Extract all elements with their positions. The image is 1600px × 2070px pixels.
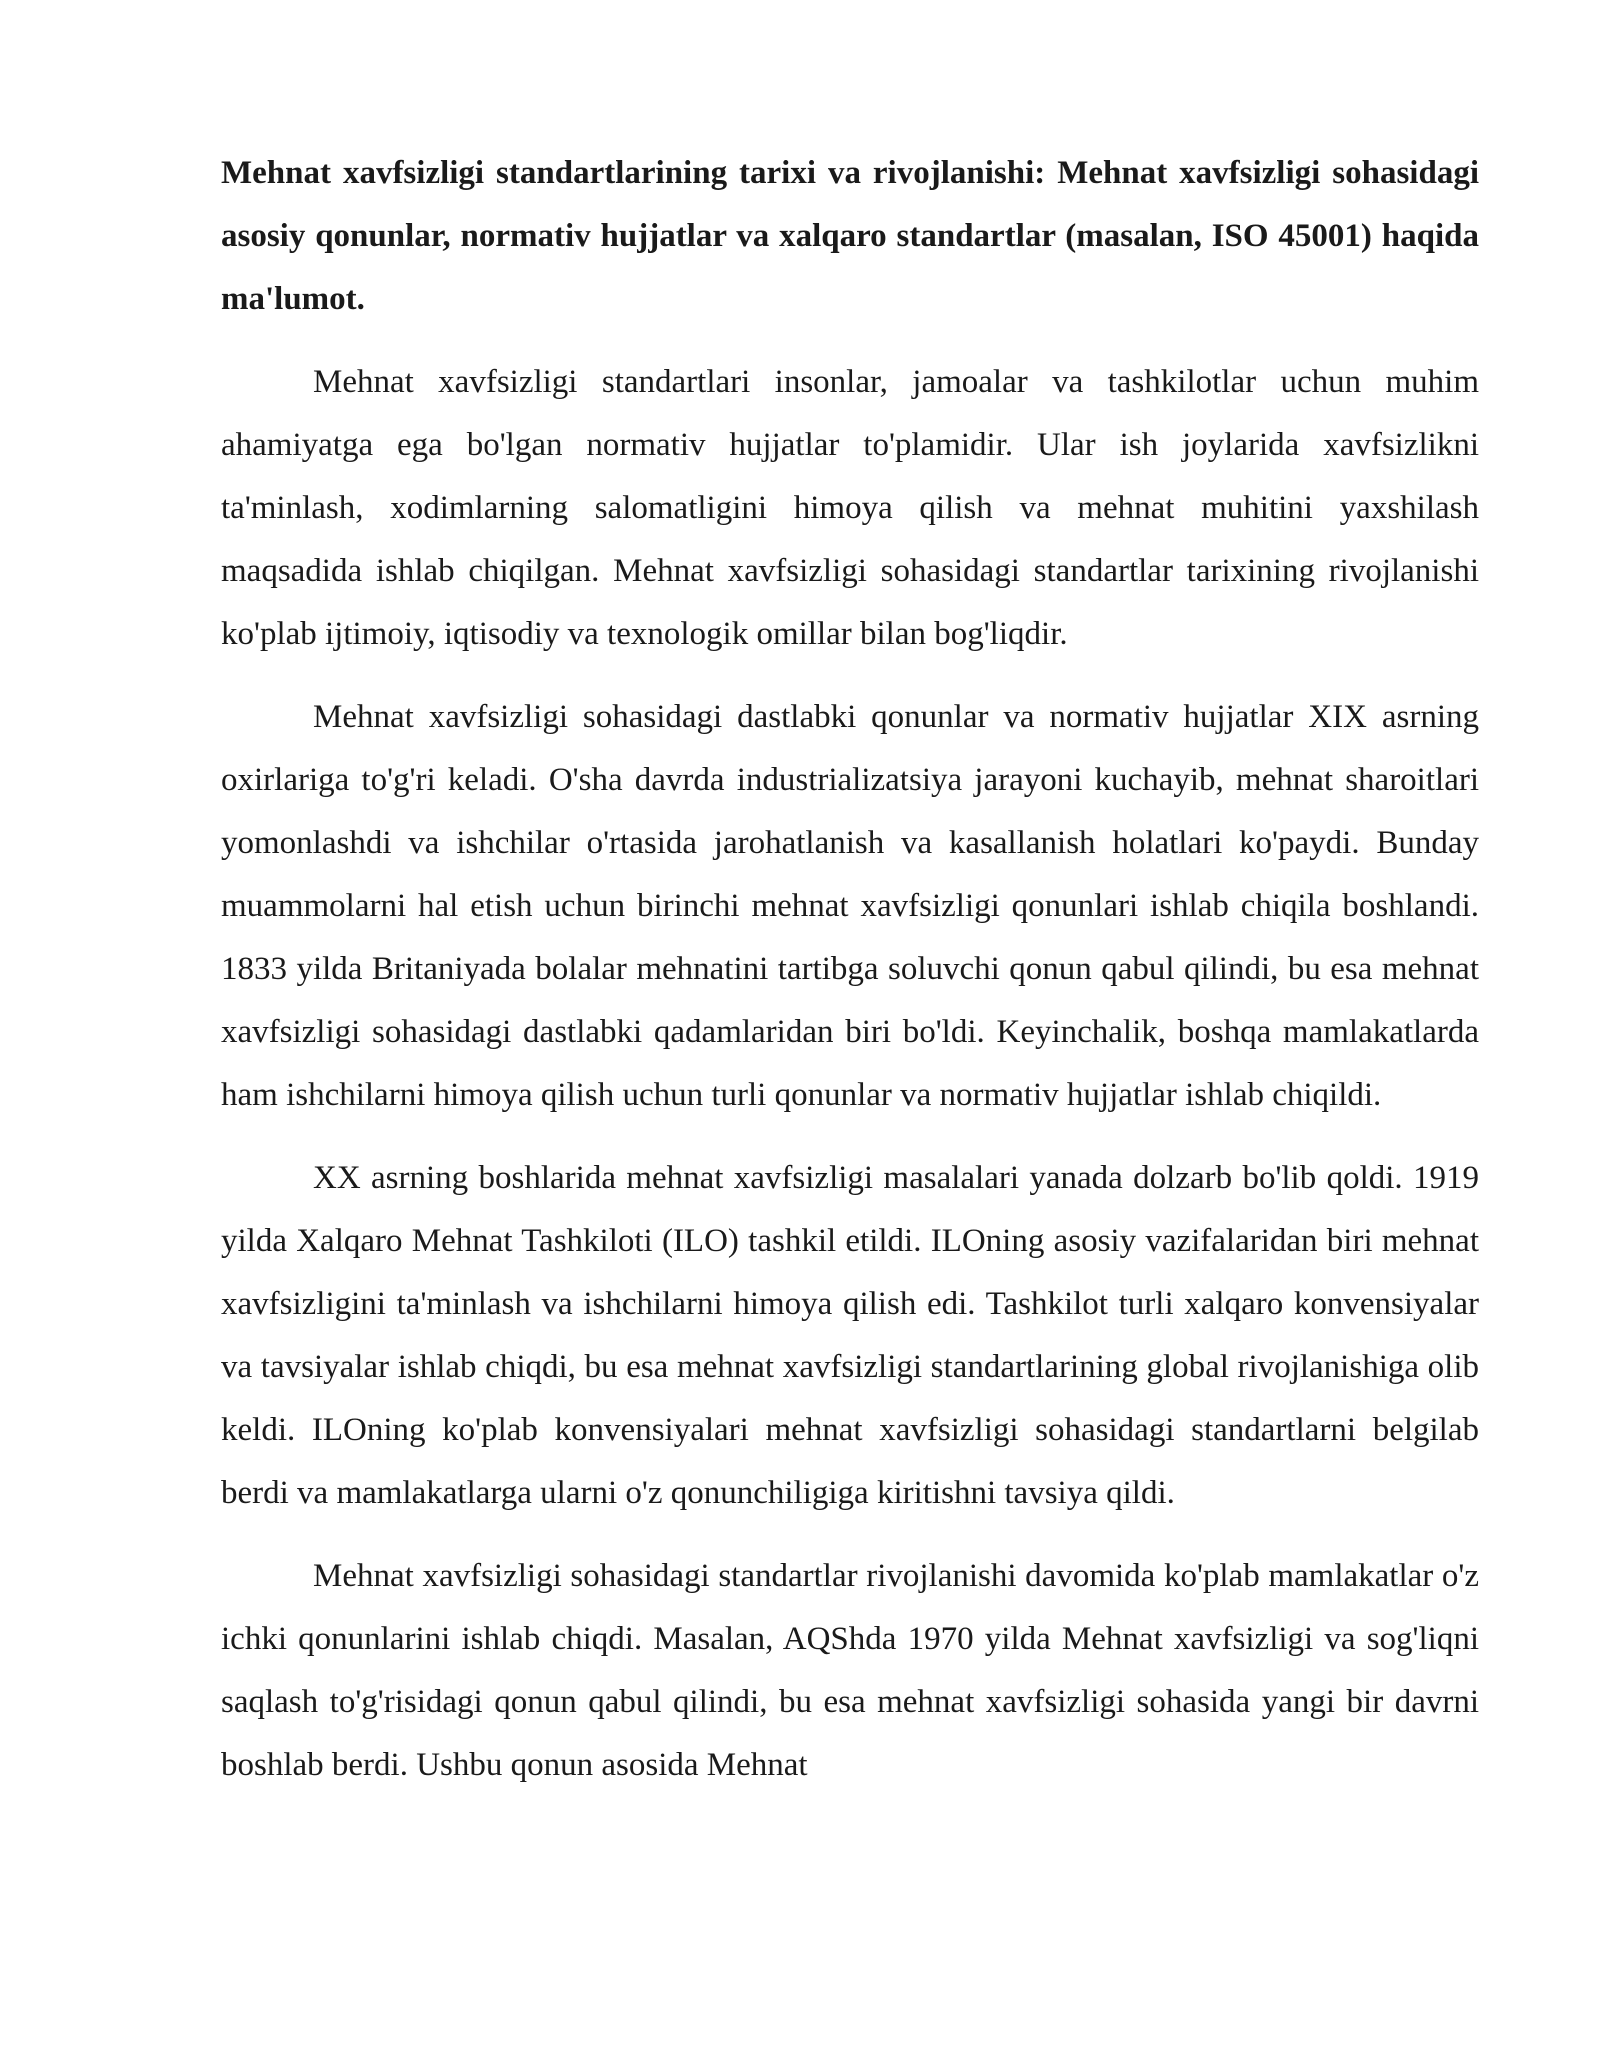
- document-page: [221, 142, 1479, 1817]
- paragraph: Mehnat xavfsizligi sohasidagi dastlabki qonunlar va normativ hujjatlar XIX asrning oxirlariga to'g'ri keladi. O'sha davrda industrializatsiya jarayoni kuchayib, mehnat sharoitlari yomonlashdi va ishchilar o'rtasida jarohatlanish va kasallanish holatlari ko'paydi. Bunday muammolarni hal etish uchun birinchi mehnat xavfsizligi qonunlari ishlab chiqila boshlandi. 1833 yilda Britaniyada bolalar mehnatini tartibga soluvchi qonun qabul qilindi, bu esa mehnat xavfsizligi sohasidagi dastlabki qadamlaridan biri bo'ldi. Keyinchalik, boshqa mamlakatlarda ham ishchilarni himoya qilish uchun turli qonunlar va normativ hujjatlar ishlab chiqildi.: [221, 699, 1479, 1113]
- document-heading: Mehnat xavfsizligi standartlarining tarixi va rivojlanishi: Mehnat xavfsizligi sohasidagi asosiy qonunlar, normativ hujjatlar va xalqaro standartlar (masalan, ISO 45001) haqida ma'lumot.: [221, 155, 1479, 317]
- paragraph: XX asrning boshlarida mehnat xavfsizligi masalalari yanada dolzarb bo'lib qoldi. 1919 yilda Xalqaro Mehnat Tashkiloti (ILO) tashkil etildi. ILOning asosiy vazifalaridan biri mehnat xavfsizligini ta'minlash va ishchilarni himoya qilish edi. Tashkilot turli xalqaro konvensiyalar va tavsiyalar ishlab chiqdi, bu esa mehnat xavfsizligi standartlarining global rivojlanishiga olib keldi. ILOning ko'plab konvensiyalari mehnat xavfsizligi sohasidagi standartlarni belgilab berdi va mamlakatlarga ularni o'z qonunchiligiga kiritishni tavsiya qildi.: [221, 1160, 1479, 1511]
- paragraph: Mehnat xavfsizligi sohasidagi standartlar rivojlanishi davomida ko'plab mamlakatlar o'z ichki qonunlarini ishlab chiqdi. Masalan, AQShda 1970 yilda Mehnat xavfsizligi va sog'liqni saqlash to'g'risidagi qonun qabul qilindi, bu esa mehnat xavfsizligi sohasida yangi bir davrni boshlab berdi. Ushbu qonun asosida Mehnat: [221, 1558, 1479, 1783]
- paragraph: Mehnat xavfsizligi standartlari insonlar, jamoalar va tashkilotlar uchun muhim ahamiyatga ega bo'lgan normativ hujjatlar to'plamidir. Ular ish joylarida xavfsizlikni ta'minlash, xodimlarning salomatligini himoya qilish va mehnat muhitini yaxshilash maqsadida ishlab chiqilgan. Mehnat xavfsizligi sohasidagi standartlar tarixining rivojlanishi ko'plab ijtimoiy, iqtisodiy va texnologik omillar bilan bog'liqdir.: [221, 364, 1479, 652]
